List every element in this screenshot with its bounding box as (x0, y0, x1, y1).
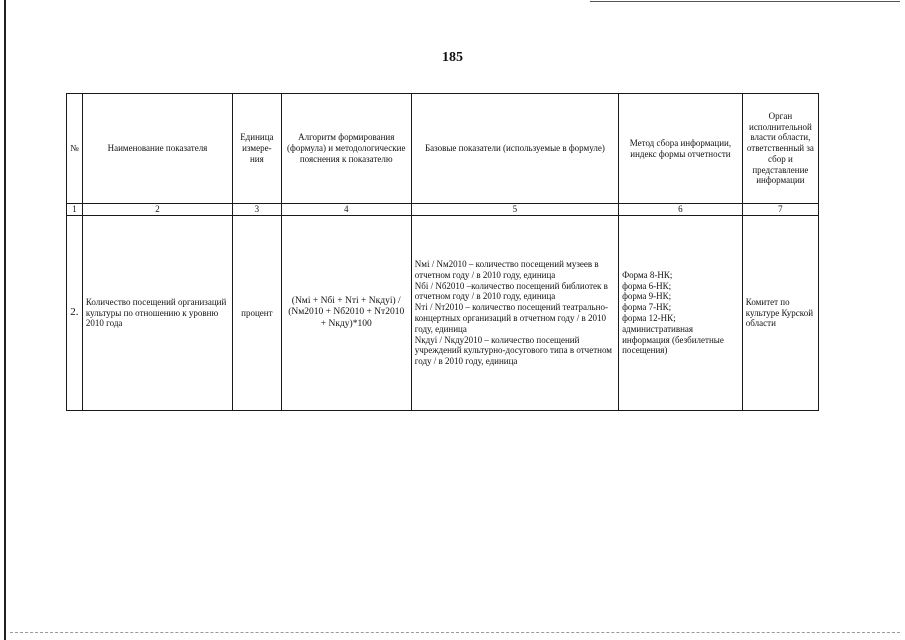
column-number: 1 (67, 204, 83, 216)
base-indicator-libraries: Nбi / Nб2010 –количество посещений библиотек в отчетном году / в 2010 году, единица (414, 280, 608, 302)
scan-edge-bottom (10, 632, 900, 633)
method-line: форма 12-НК; (622, 313, 676, 323)
responsible-body: Комитет по культуре Курской области (742, 216, 818, 411)
column-number: 3 (233, 204, 282, 216)
header-indicator-name: Наименование показателя (82, 94, 232, 204)
indicator-table (66, 93, 819, 411)
method-line: форма 7-НК; (622, 302, 672, 313)
column-number: 6 (619, 204, 743, 216)
method-line: форма 9-НК; (622, 291, 672, 302)
method-line: административная информация (безбилетные посещения) (622, 323, 724, 356)
base-indicator-theatres: Nтi / Nт2010 – количество посещений театрально-концертных организаций в отчетном году / в 2010 году, единица (414, 302, 608, 334)
header-algorithm: Алгоритм формирования (формула) и методологические пояснения к показателю (281, 94, 411, 204)
scan-edge-left (4, 0, 6, 640)
base-indicators (411, 216, 618, 411)
scan-edge-top (590, 1, 900, 2)
column-number: 4 (281, 204, 411, 216)
header-collection-method: Метод сбора информации, индекс формы отчетности (619, 94, 743, 204)
page-number: 185 (442, 50, 463, 65)
formula: (Nмi + Nбi + Nтi + Nкдуi) / (Nм2010 + Nб2010 + Nт2010 + Nкду)*100 (281, 216, 411, 411)
collection-method (619, 216, 743, 411)
header-number: № (67, 94, 83, 204)
base-indicator-cultural-centres: Nкдуi / Nкду2010 – количество посещений учреждений культурно-досугового типа в отчетном году / в 2010 году, единица (414, 334, 612, 367)
method-line: форма 6-НК; (622, 280, 672, 291)
unit-value: процент (233, 216, 282, 411)
column-number-row (67, 204, 819, 216)
header-base-indicators: Базовые показатели (используемые в формуле) (411, 94, 618, 204)
method-line: Форма 8-НК; (622, 269, 673, 280)
base-indicator-museums: Nмi / Nм2010 – количество посещений музеев в отчетном году / в 2010 году, единица (414, 259, 599, 280)
header-row (67, 94, 819, 204)
column-number: 2 (82, 204, 232, 216)
table-row (67, 216, 819, 411)
row-number: 2. (67, 216, 83, 411)
header-unit: Единица измере-ния (233, 94, 282, 204)
header-responsible-body: Орган исполнительной власти области, ответственный за сбор и представление информации (742, 94, 818, 204)
column-number: 5 (411, 204, 618, 216)
indicator-name: Количество посещений организаций культуры по отношению к уровню 2010 года (82, 216, 232, 411)
column-number: 7 (742, 204, 818, 216)
